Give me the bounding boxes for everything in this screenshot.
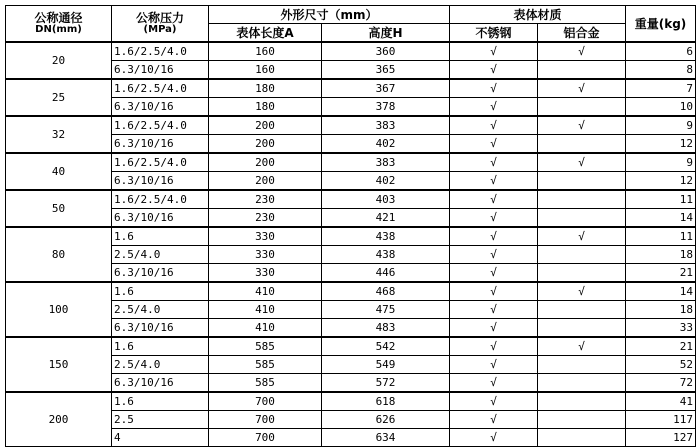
cell-stainless: √ — [450, 374, 538, 393]
cell-pressure: 6.3/10/16 — [112, 172, 209, 191]
cell-stainless: √ — [450, 411, 538, 429]
cell-dn: 40 — [6, 153, 112, 190]
cell-height: 402 — [322, 135, 450, 154]
cell-length: 330 — [209, 264, 322, 283]
cell-pressure: 2.5 — [112, 411, 209, 429]
cell-length: 180 — [209, 79, 322, 98]
cell-length: 330 — [209, 246, 322, 264]
cell-weight: 41 — [626, 392, 696, 411]
cell-stainless: √ — [450, 301, 538, 319]
cell-height: 626 — [322, 411, 450, 429]
cell-aluminum — [538, 172, 626, 191]
cell-aluminum: √ — [538, 42, 626, 61]
cell-weight: 11 — [626, 227, 696, 246]
cell-aluminum — [538, 61, 626, 80]
cell-stainless: √ — [450, 264, 538, 283]
cell-length: 410 — [209, 301, 322, 319]
spec-table-body — [6, 42, 696, 447]
cell-length: 330 — [209, 227, 322, 246]
cell-aluminum — [538, 98, 626, 117]
cell-pressure: 6.3/10/16 — [112, 61, 209, 80]
cell-aluminum — [538, 374, 626, 393]
cell-height: 468 — [322, 282, 450, 301]
cell-dn: 80 — [6, 227, 112, 282]
cell-length: 410 — [209, 319, 322, 338]
cell-weight: 72 — [626, 374, 696, 393]
table-row — [6, 392, 696, 411]
spec-table-wrapper — [5, 5, 695, 444]
cell-length: 160 — [209, 61, 322, 80]
cell-stainless: √ — [450, 319, 538, 338]
cell-height: 438 — [322, 227, 450, 246]
cell-pressure: 6.3/10/16 — [112, 374, 209, 393]
cell-height: 360 — [322, 42, 450, 61]
cell-pressure: 1.6/2.5/4.0 — [112, 153, 209, 172]
cell-dn: 25 — [6, 79, 112, 116]
cell-stainless: √ — [450, 282, 538, 301]
cell-pressure: 6.3/10/16 — [112, 264, 209, 283]
cell-height: 383 — [322, 116, 450, 135]
cell-weight: 117 — [626, 411, 696, 429]
cell-aluminum — [538, 392, 626, 411]
cell-length: 230 — [209, 209, 322, 228]
cell-stainless: √ — [450, 190, 538, 209]
cell-aluminum — [538, 264, 626, 283]
cell-stainless: √ — [450, 116, 538, 135]
table-row — [6, 282, 696, 301]
cell-aluminum: √ — [538, 337, 626, 356]
cell-height: 383 — [322, 153, 450, 172]
cell-length: 585 — [209, 356, 322, 374]
cell-length: 200 — [209, 135, 322, 154]
cell-length: 180 — [209, 98, 322, 117]
cell-length: 230 — [209, 190, 322, 209]
cell-pressure: 1.6 — [112, 227, 209, 246]
cell-height: 403 — [322, 190, 450, 209]
cell-stainless: √ — [450, 337, 538, 356]
cell-length: 585 — [209, 374, 322, 393]
cell-pressure: 2.5/4.0 — [112, 246, 209, 264]
cell-aluminum — [538, 356, 626, 374]
cell-weight: 14 — [626, 282, 696, 301]
cell-length: 700 — [209, 411, 322, 429]
cell-height: 438 — [322, 246, 450, 264]
header-stainless: 不锈钢 — [450, 24, 538, 43]
table-row — [6, 79, 696, 98]
cell-weight: 18 — [626, 301, 696, 319]
cell-aluminum — [538, 301, 626, 319]
cell-stainless: √ — [450, 392, 538, 411]
table-row — [6, 337, 696, 356]
cell-aluminum — [538, 190, 626, 209]
cell-stainless: √ — [450, 42, 538, 61]
cell-length: 410 — [209, 282, 322, 301]
cell-stainless: √ — [450, 209, 538, 228]
cell-length: 160 — [209, 42, 322, 61]
cell-dn: 50 — [6, 190, 112, 227]
cell-stainless: √ — [450, 429, 538, 447]
cell-weight: 21 — [626, 264, 696, 283]
table-row — [6, 42, 696, 61]
cell-pressure: 1.6 — [112, 392, 209, 411]
cell-stainless: √ — [450, 246, 538, 264]
cell-weight: 10 — [626, 98, 696, 117]
cell-stainless: √ — [450, 79, 538, 98]
cell-weight: 12 — [626, 172, 696, 191]
table-row — [6, 190, 696, 209]
cell-pressure: 1.6/2.5/4.0 — [112, 42, 209, 61]
cell-stainless: √ — [450, 98, 538, 117]
cell-aluminum — [538, 246, 626, 264]
cell-dn: 100 — [6, 282, 112, 337]
header-length: 表体长度A — [209, 24, 322, 43]
cell-pressure: 1.6 — [112, 282, 209, 301]
cell-stainless: √ — [450, 61, 538, 80]
cell-weight: 8 — [626, 61, 696, 80]
cell-weight: 7 — [626, 79, 696, 98]
cell-aluminum — [538, 135, 626, 154]
header-dimensions: 外形尺寸（mm） — [209, 6, 450, 24]
cell-pressure: 1.6/2.5/4.0 — [112, 116, 209, 135]
cell-pressure: 1.6/2.5/4.0 — [112, 190, 209, 209]
cell-pressure: 2.5/4.0 — [112, 356, 209, 374]
header-pressure-label: 公称压力 — [135, 11, 184, 25]
cell-weight: 9 — [626, 116, 696, 135]
cell-dn: 32 — [6, 116, 112, 153]
cell-height: 367 — [322, 79, 450, 98]
header-dn-unit: DN(mm) — [35, 24, 82, 35]
cell-height: 421 — [322, 209, 450, 228]
cell-pressure: 6.3/10/16 — [112, 319, 209, 338]
cell-height: 402 — [322, 172, 450, 191]
table-row — [6, 116, 696, 135]
cell-height: 378 — [322, 98, 450, 117]
cell-stainless: √ — [450, 356, 538, 374]
header-dn-label: 公称通径 — [34, 11, 83, 25]
header-pressure-unit: (MPa) — [143, 24, 177, 35]
cell-pressure: 1.6/2.5/4.0 — [112, 79, 209, 98]
cell-aluminum: √ — [538, 79, 626, 98]
cell-weight: 18 — [626, 246, 696, 264]
cell-length: 200 — [209, 116, 322, 135]
cell-length: 200 — [209, 153, 322, 172]
header-height: 高度H — [322, 24, 450, 43]
cell-stainless: √ — [450, 135, 538, 154]
spec-table — [5, 5, 696, 447]
cell-length: 585 — [209, 337, 322, 356]
cell-aluminum — [538, 411, 626, 429]
cell-height: 483 — [322, 319, 450, 338]
table-row — [6, 227, 696, 246]
header-material: 表体材质 — [450, 6, 626, 24]
cell-pressure: 2.5/4.0 — [112, 301, 209, 319]
cell-height: 618 — [322, 392, 450, 411]
cell-length: 700 — [209, 392, 322, 411]
cell-dn: 20 — [6, 42, 112, 79]
cell-stainless: √ — [450, 153, 538, 172]
cell-weight: 21 — [626, 337, 696, 356]
cell-aluminum: √ — [538, 153, 626, 172]
header-dn — [6, 6, 112, 43]
header-weight: 重量(kg) — [626, 6, 696, 43]
table-row — [6, 153, 696, 172]
cell-pressure: 4 — [112, 429, 209, 447]
cell-height: 475 — [322, 301, 450, 319]
cell-stainless: √ — [450, 172, 538, 191]
cell-stainless: √ — [450, 227, 538, 246]
cell-aluminum: √ — [538, 282, 626, 301]
cell-aluminum: √ — [538, 116, 626, 135]
cell-length: 700 — [209, 429, 322, 447]
cell-aluminum: √ — [538, 227, 626, 246]
cell-weight: 12 — [626, 135, 696, 154]
cell-height: 634 — [322, 429, 450, 447]
header-pressure — [112, 6, 209, 43]
cell-height: 446 — [322, 264, 450, 283]
cell-height: 365 — [322, 61, 450, 80]
cell-pressure: 6.3/10/16 — [112, 209, 209, 228]
cell-weight: 33 — [626, 319, 696, 338]
cell-weight: 14 — [626, 209, 696, 228]
cell-weight: 52 — [626, 356, 696, 374]
cell-weight: 11 — [626, 190, 696, 209]
cell-height: 572 — [322, 374, 450, 393]
cell-aluminum — [538, 209, 626, 228]
cell-length: 200 — [209, 172, 322, 191]
cell-pressure: 6.3/10/16 — [112, 98, 209, 117]
cell-dn: 200 — [6, 392, 112, 447]
header-aluminum: 铝合金 — [538, 24, 626, 43]
cell-weight: 127 — [626, 429, 696, 447]
cell-height: 549 — [322, 356, 450, 374]
cell-dn: 150 — [6, 337, 112, 392]
cell-pressure: 6.3/10/16 — [112, 135, 209, 154]
cell-aluminum — [538, 319, 626, 338]
cell-height: 542 — [322, 337, 450, 356]
cell-pressure: 1.6 — [112, 337, 209, 356]
cell-weight: 9 — [626, 153, 696, 172]
cell-weight: 6 — [626, 42, 696, 61]
